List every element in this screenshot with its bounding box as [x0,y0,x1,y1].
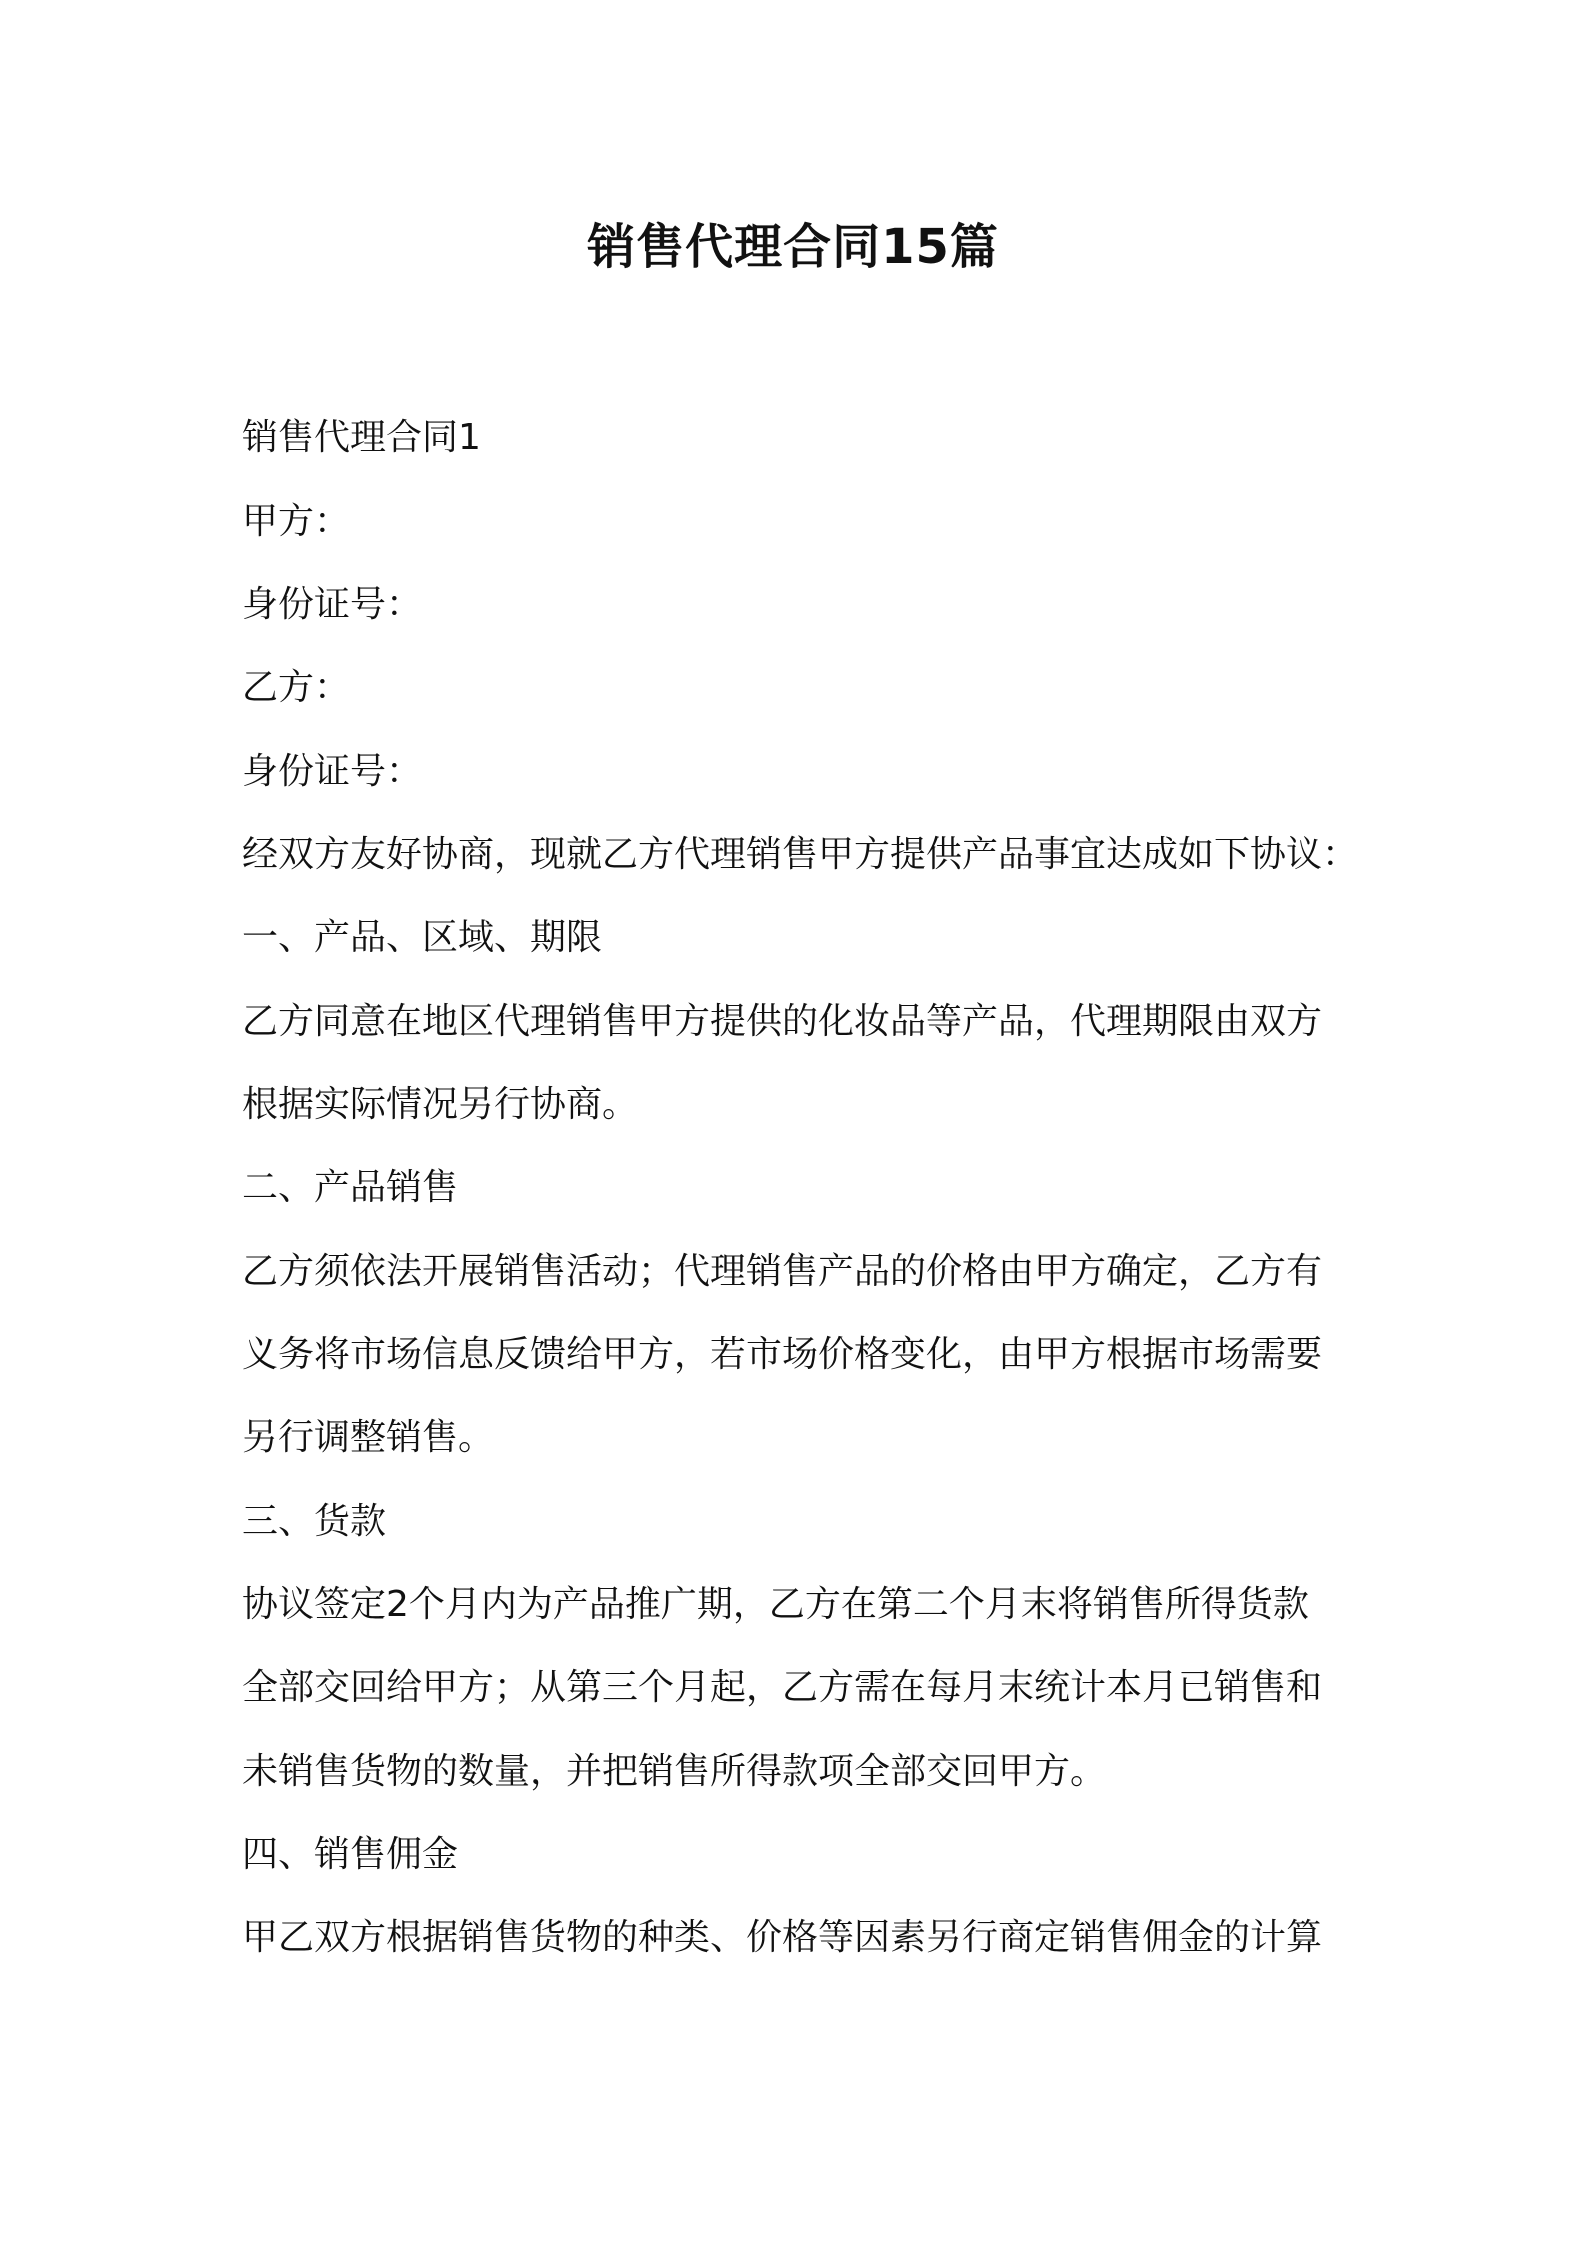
party-a-id-label: 身份证号： [242,584,423,625]
paragraph-line: 义务将市场信息反馈给甲方，若市场价格变化，由甲方根据市场需要 [242,1334,1323,1375]
paragraph-line: 乙方须依法开展销售活动；代理销售产品的价格由甲方确定，乙方有 [242,1251,1323,1292]
paragraph-line: 协议签定2个月内为产品推广期，乙方在第二个月末将销售所得货款 [242,1584,1309,1625]
party-b-id-label: 身份证号： [242,751,423,792]
section-heading: 二、产品销售 [242,1167,459,1208]
contract-heading: 销售代理合同1 [242,417,481,458]
paragraph-line: 根据实际情况另行协商。 [242,1084,639,1125]
paragraph-line: 甲乙双方根据销售货物的种类、价格等因素另行商定销售佣金的计算 [242,1917,1323,1958]
section-heading: 三、货款 [242,1501,387,1542]
preamble-text: 经双方友好协商，现就乙方代理销售甲方提供产品事宜达成如下协议： [242,834,1359,875]
paragraph-line: 另行调整销售。 [242,1417,495,1458]
section-heading: 一、产品、区域、期限 [242,917,603,958]
party-b-label: 乙方： [242,667,351,708]
section-heading: 四、销售佣金 [242,1834,459,1875]
paragraph-line: 乙方同意在地区代理销售甲方提供的化妆品等产品，代理期限由双方 [242,1001,1323,1042]
party-a-label: 甲方： [242,501,351,542]
paragraph-line: 未销售货物的数量，并把销售所得款项全部交回甲方。 [242,1751,1107,1792]
paragraph-line: 全部交回给甲方；从第三个月起，乙方需在每月末统计本月已销售和 [242,1667,1323,1708]
document-title: 销售代理合同15篇 [587,219,999,275]
